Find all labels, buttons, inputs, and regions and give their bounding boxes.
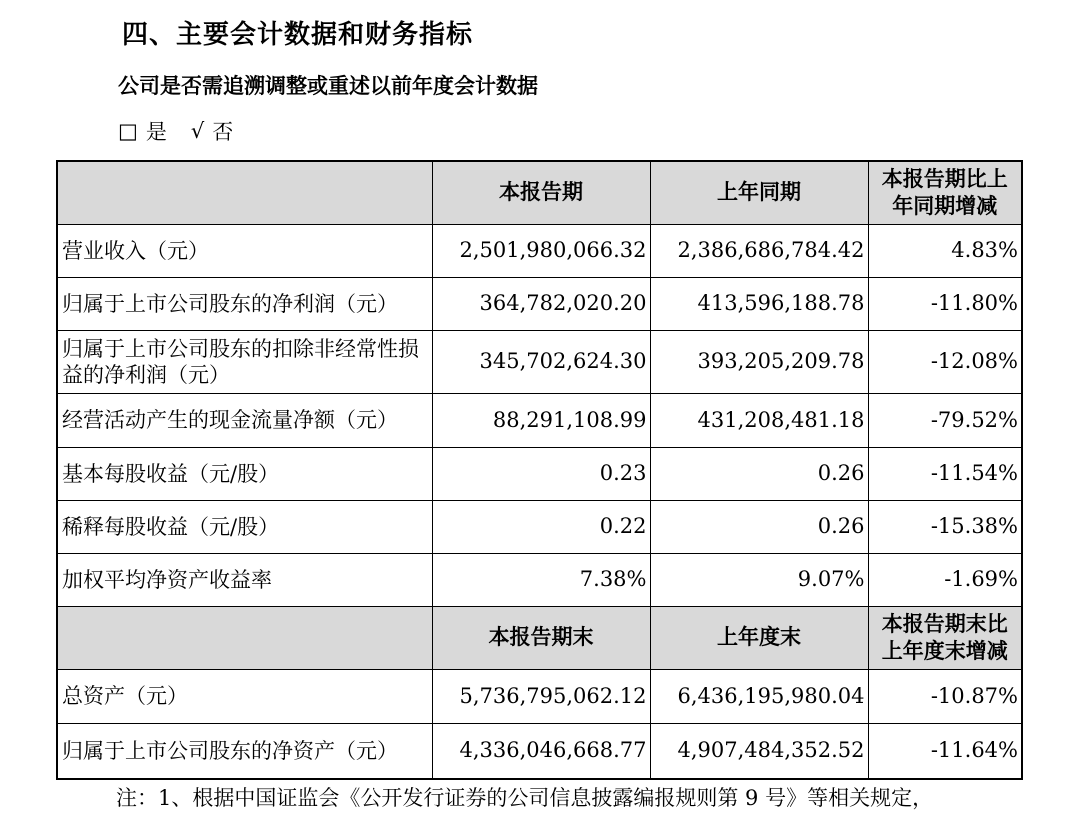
table-header-row <box>57 606 1022 669</box>
change-value: -11.54% <box>868 447 1022 500</box>
row-label: 营业收入（元） <box>57 224 432 277</box>
prior-value: 6,436,195,980.04 <box>650 669 868 723</box>
prior-value: 393,205,209.78 <box>650 330 868 393</box>
change-value: -79.52% <box>868 393 1022 447</box>
no-label: 否 <box>212 120 234 144</box>
current-value: 5,736,795,062.12 <box>432 669 650 723</box>
change-value: -15.38% <box>868 500 1022 553</box>
table-row <box>57 447 1022 500</box>
current-value: 2,501,980,066.32 <box>432 224 650 277</box>
header-period-end: 本报告期末 <box>432 606 650 669</box>
row-label: 归属于上市公司股东的净资产（元） <box>57 723 432 779</box>
current-value: 345,702,624.30 <box>432 330 650 393</box>
change-value: -1.69% <box>868 553 1022 606</box>
current-value: 0.22 <box>432 500 650 553</box>
restatement-options <box>118 116 233 146</box>
prior-value: 4,907,484,352.52 <box>650 723 868 779</box>
financial-data-table <box>56 160 1023 780</box>
header-change: 本报告期比上年同期增减 <box>868 161 1022 224</box>
current-value: 0.23 <box>432 447 650 500</box>
header-corner-cell <box>57 161 432 224</box>
current-value: 7.38% <box>432 553 650 606</box>
table-row <box>57 723 1022 779</box>
table-header-row <box>57 161 1022 224</box>
row-label: 归属于上市公司股东的扣除非经常性损益的净利润（元） <box>57 330 432 393</box>
prior-value: 2,386,686,784.42 <box>650 224 868 277</box>
row-label: 基本每股收益（元/股） <box>57 447 432 500</box>
change-value: -12.08% <box>868 330 1022 393</box>
header-prior-period: 上年同期 <box>650 161 868 224</box>
table-row <box>57 224 1022 277</box>
prior-value: 431,208,481.18 <box>650 393 868 447</box>
change-value: -11.80% <box>868 277 1022 330</box>
no-check-mark-icon: √ <box>190 119 205 143</box>
header-change: 本报告期末比上年度末增减 <box>868 606 1022 669</box>
table-row <box>57 393 1022 447</box>
current-value: 364,782,020.20 <box>432 277 650 330</box>
prior-value: 0.26 <box>650 500 868 553</box>
row-label: 归属于上市公司股东的净利润（元） <box>57 277 432 330</box>
restatement-question: 公司是否需追溯调整或重述以前年度会计数据 <box>118 74 538 98</box>
change-value: 4.83% <box>868 224 1022 277</box>
prior-value: 413,596,188.78 <box>650 277 868 330</box>
current-value: 88,291,108.99 <box>432 393 650 447</box>
table-row <box>57 553 1022 606</box>
section-title: 四、主要会计数据和财务指标 <box>122 20 474 50</box>
table-row <box>57 277 1022 330</box>
prior-value: 0.26 <box>650 447 868 500</box>
table-row <box>57 669 1022 723</box>
header-current-period: 本报告期 <box>432 161 650 224</box>
row-label: 稀释每股收益（元/股） <box>57 500 432 553</box>
yes-label: 是 <box>145 120 167 144</box>
header-corner-cell <box>57 606 432 669</box>
change-value: -10.87% <box>868 669 1022 723</box>
row-label: 加权平均净资产收益率 <box>57 553 432 606</box>
current-value: 4,336,046,668.77 <box>432 723 650 779</box>
footnote: 注：1、根据中国证监会《公开发行证券的公司信息披露编报规则第 9 号》等相关规定， <box>116 786 934 810</box>
table-row <box>57 500 1022 553</box>
header-prior-year-end: 上年度末 <box>650 606 868 669</box>
row-label: 总资产（元） <box>57 669 432 723</box>
change-value: -11.64% <box>868 723 1022 779</box>
prior-value: 9.07% <box>650 553 868 606</box>
table-row <box>57 330 1022 393</box>
row-label: 经营活动产生的现金流量净额（元） <box>57 393 432 447</box>
yes-checkbox-icon: □ <box>118 119 138 143</box>
